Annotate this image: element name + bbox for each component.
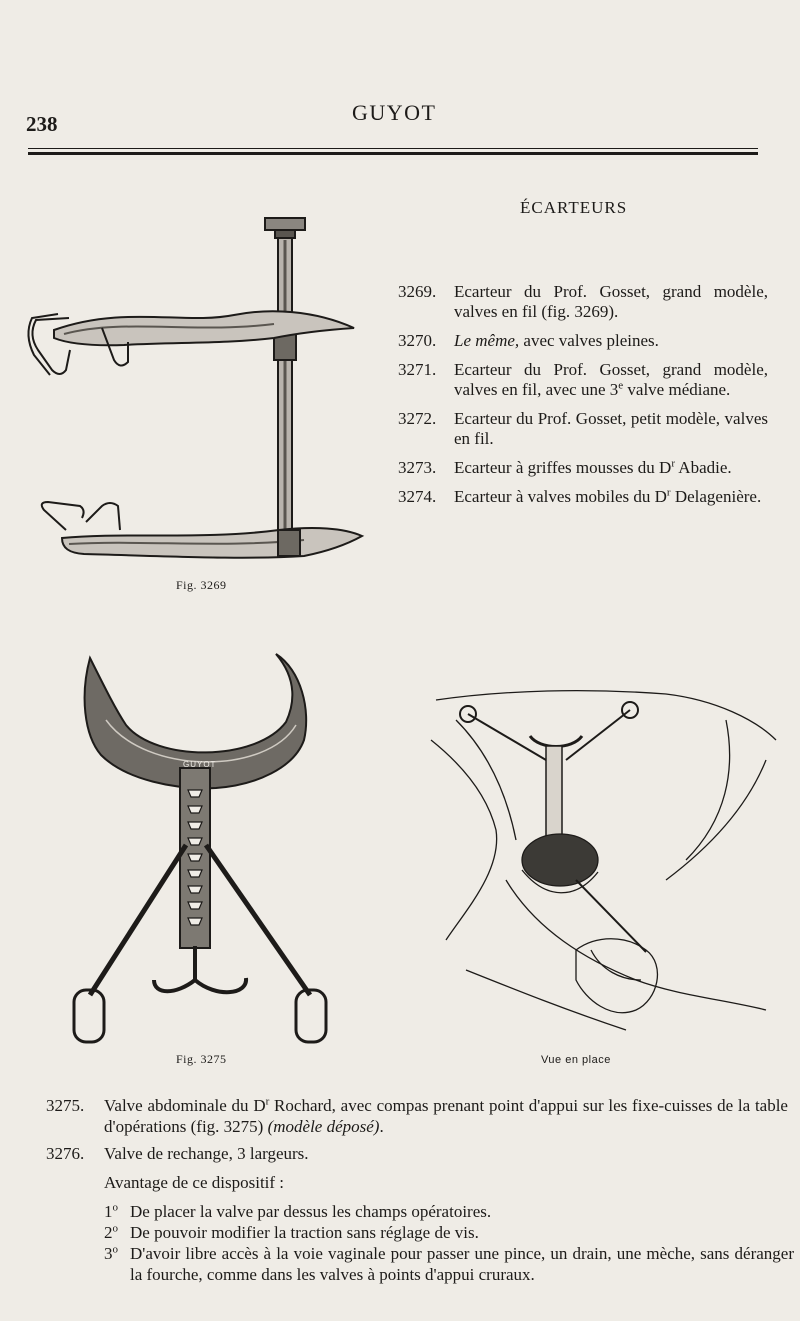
- entry-number: 3272.: [398, 409, 437, 428]
- entry-italic: (modèle déposé): [267, 1117, 380, 1136]
- list-marker: 3: [104, 1244, 113, 1263]
- list-marker: 2: [104, 1223, 113, 1242]
- advantages-heading: Avantage de ce dispositif :: [104, 1173, 285, 1192]
- entry-number: 3271.: [398, 360, 437, 379]
- entry-text: avec valves pleines.: [519, 331, 659, 350]
- list-item: [104, 1243, 794, 1285]
- entry-number: 3269.: [398, 282, 437, 301]
- vue-en-place-illustration: [426, 680, 786, 1060]
- catalog-entry: [398, 360, 768, 400]
- entry-text-after: valve médiane.: [623, 380, 731, 399]
- entry-text: Valve de rechange, 3 largeurs.: [104, 1144, 309, 1163]
- entry-text: Ecarteur à griffes mousses du D: [454, 458, 672, 477]
- running-head: GUYOT: [352, 100, 437, 125]
- entry-ordinal: 3: [609, 380, 619, 399]
- catalog-entry: [398, 331, 768, 351]
- catalog-entry: [398, 487, 768, 507]
- header-rule-thin: [28, 148, 758, 149]
- list-item: [104, 1201, 794, 1222]
- catalog-entry: [398, 458, 768, 478]
- entry-number: 3273.: [398, 458, 437, 477]
- entry-sup: r: [666, 486, 671, 499]
- list-text: D'avoir libre accès à la voie vaginale pour passer une pince, un drain, une mèche, sans déranger la fourche, comme dans les valves à points d'appui cruraux.: [130, 1244, 794, 1284]
- section-title: ÉCARTEURS: [520, 198, 628, 217]
- list-marker-sup: o: [112, 1222, 118, 1235]
- fig-3269-caption: Fig. 3269: [176, 578, 227, 592]
- catalog-entries-top: [398, 282, 768, 516]
- entry-number: 3275.: [46, 1096, 85, 1115]
- entry-sup: e: [618, 379, 624, 392]
- page-number: 238: [26, 112, 58, 136]
- entry-sup: r: [671, 457, 675, 470]
- entry-text-c: .: [379, 1117, 384, 1136]
- entry-text-b: Rochard, avec compas prenant point d'appui sur les fixe-cuisses de la table d'opérations (fig. 3275): [104, 1096, 788, 1136]
- catalog-entry: [398, 409, 768, 449]
- list-text: De pouvoir modifier la traction sans réglage de vis.: [130, 1223, 479, 1242]
- entry-text-after: Abadie.: [675, 458, 732, 477]
- entry-text: Ecarteur du Prof. Gosset, grand modèle, valves en fil (fig. 3269).: [454, 282, 768, 321]
- figure-3269-illustration: [24, 210, 404, 590]
- list-marker: 1: [104, 1202, 113, 1221]
- list-marker-sup: o: [112, 1201, 118, 1214]
- list-text: De placer la valve par dessus les champs opératoires.: [130, 1202, 492, 1221]
- fig-3275-caption: Fig. 3275: [176, 1052, 227, 1066]
- list-marker-sup: o: [112, 1243, 118, 1256]
- entry-number: 3276.: [46, 1144, 85, 1163]
- header-rule-thick: [28, 152, 758, 155]
- entry-number: 3274.: [398, 487, 437, 506]
- entry-text: Valve abdominale du D: [104, 1096, 266, 1115]
- entry-sup: r: [265, 1095, 270, 1108]
- catalog-entry-3275: [46, 1095, 788, 1137]
- entry-text: Ecarteur du Prof. Gosset, grand modèle, valves en fil, avec une: [454, 360, 768, 399]
- entry-text: Ecarteur à valves mobiles du D: [454, 487, 667, 506]
- catalog-entries-bottom: [46, 1095, 788, 1164]
- list-item: [104, 1222, 794, 1243]
- figure-3275-illustration: [66, 650, 366, 1050]
- entry-text: Ecarteur du Prof. Gosset, petit modèle, valves en fil.: [454, 409, 768, 448]
- vue-caption: Vue en place: [541, 1054, 611, 1066]
- catalog-entry-3276: [46, 1143, 788, 1164]
- advantages-list: [104, 1201, 794, 1285]
- entry-text-after: Delagenière.: [670, 487, 762, 506]
- engraved-brand: GUYOT: [183, 760, 217, 769]
- catalog-entry: [398, 282, 768, 322]
- entry-italic: Le même,: [454, 331, 520, 350]
- entry-number: 3270.: [398, 331, 437, 350]
